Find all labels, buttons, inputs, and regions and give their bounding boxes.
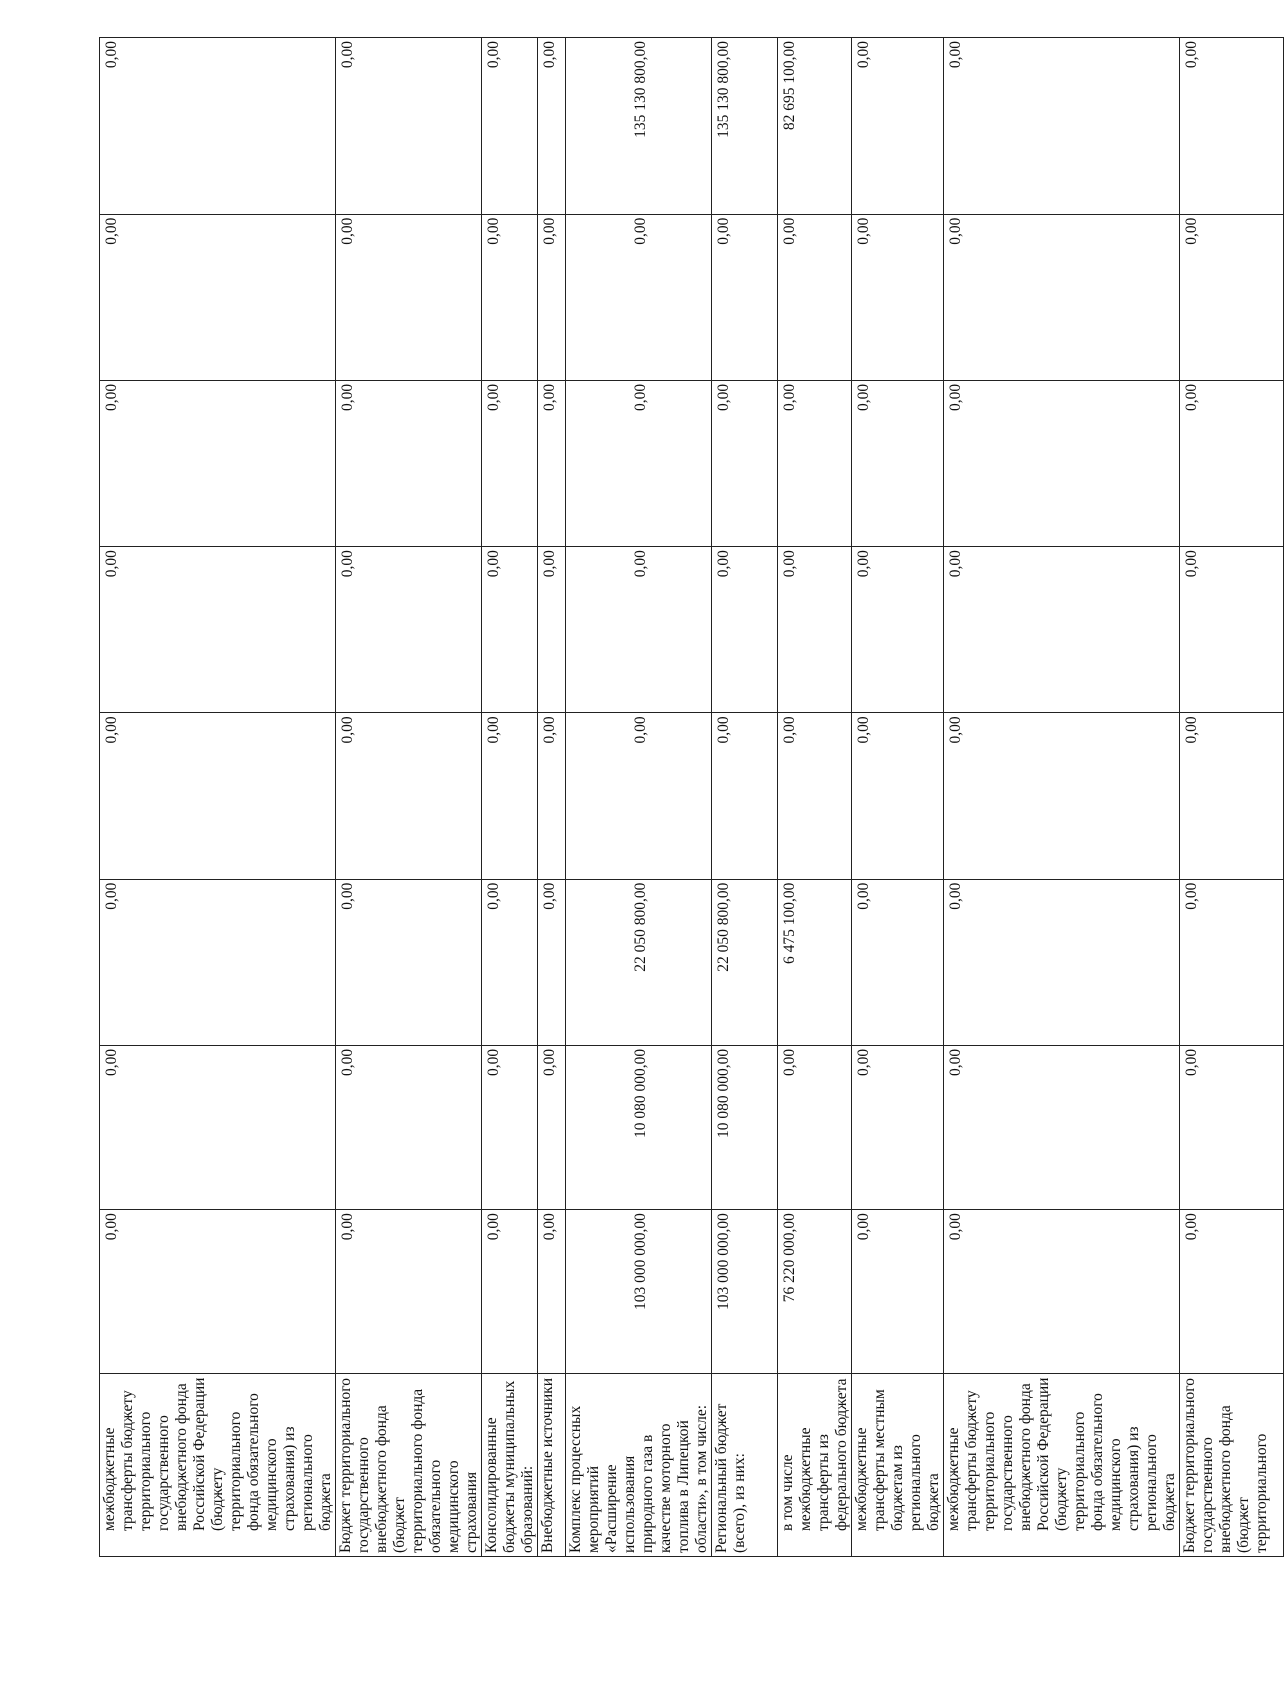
value-text: 0,00 [339,1048,356,1077]
row-label [712,1374,778,1557]
value-cell [482,1045,538,1209]
value-text: 103 000 000,00 [715,1213,732,1310]
value-text: 0,00 [632,217,649,245]
value-text: 0,00 [541,383,558,411]
table-row [712,38,778,1557]
value-cell [1180,713,1284,879]
value-cell [538,214,566,380]
value-text: 0,00 [855,882,872,910]
row-label [852,1374,944,1557]
value-cell [712,380,778,546]
table-row [538,38,566,1557]
value-text: 0,00 [855,217,872,245]
value-cell [566,1045,712,1209]
value-text: 0,00 [715,217,732,245]
row-label [1180,1374,1284,1557]
row-label [336,1374,482,1557]
value-cell [852,547,944,713]
row-label-text: Консолидированные бюджеты муниципальных образований: [483,1380,536,1553]
value-cell [566,380,712,546]
value-cell [538,1045,566,1209]
value-text: 0,00 [485,41,502,69]
table-row [100,38,336,1557]
value-text: 0,00 [632,716,649,744]
value-text: 0,00 [855,1048,872,1077]
value-text: 0,00 [1183,41,1200,69]
table-row [778,38,852,1557]
value-cell [852,713,944,879]
row-label-text: Комплекс процессных мероприятий «Расширение использования природного газа в качестве моторного топлива в Липецкой области», в том числе: [567,1404,710,1553]
value-text: 0,00 [947,1213,964,1241]
value-cell [482,380,538,546]
value-text: 0,00 [1183,217,1200,245]
value-text: 0,00 [1183,1213,1200,1241]
value-cell [712,214,778,380]
value-cell [566,1210,712,1374]
value-text: 0,00 [781,217,798,245]
row-label [778,1374,852,1557]
value-text: 0,00 [541,550,558,578]
value-cell [944,1210,1180,1374]
value-text: 0,00 [1183,550,1200,578]
value-cell [712,713,778,879]
value-text: 22 050 800,00 [715,882,732,972]
row-label-text: межбюджетные трансферты местным бюджетам из регионального бюджета [853,1389,942,1531]
value-text: 0,00 [339,550,356,578]
value-text: 0,00 [541,882,558,910]
value-cell [538,380,566,546]
value-text: 0,00 [781,383,798,411]
value-cell [100,1210,336,1374]
value-cell [712,547,778,713]
value-text: 0,00 [715,716,732,744]
value-cell [778,879,852,1045]
value-text: 0,00 [1183,716,1200,744]
rotated-table-wrapper [99,37,1270,1557]
value-text: 0,00 [947,716,964,744]
table-row [566,38,712,1557]
value-text: 0,00 [781,550,798,578]
row-label-text: Внебюджетные источники [539,1377,556,1553]
value-cell [482,38,538,215]
value-cell [482,1210,538,1374]
value-text: 0,00 [947,217,964,245]
value-text: 103 000 000,00 [632,1213,649,1310]
value-text: 135 130 800,00 [715,41,732,138]
value-cell [100,214,336,380]
value-cell [852,214,944,380]
value-cell [566,547,712,713]
value-text: 0,00 [339,41,356,69]
value-cell [336,38,482,215]
value-cell [778,547,852,713]
value-text: 0,00 [541,1048,558,1077]
value-text: 0,00 [103,41,120,69]
value-cell [336,547,482,713]
value-text: 0,00 [339,1213,356,1241]
value-cell [778,1210,852,1374]
row-label-text: в том числе межбюджетные трансферты из федерального бюджета [779,1378,850,1531]
value-text: 0,00 [103,217,120,245]
value-text: 0,00 [947,41,964,69]
row-label [482,1374,538,1557]
value-text: 0,00 [103,550,120,578]
value-cell [100,1045,336,1209]
value-text: 0,00 [541,41,558,69]
value-text: 0,00 [103,1048,120,1077]
value-text: 0,00 [485,1048,502,1077]
value-cell [100,38,336,215]
value-text: 6 475 100,00 [781,882,798,965]
value-text: 0,00 [947,882,964,910]
value-text: 0,00 [632,383,649,411]
value-cell [944,879,1180,1045]
value-text: 0,00 [541,716,558,744]
value-cell [712,1210,778,1374]
value-cell [1180,1210,1284,1374]
value-cell [336,214,482,380]
value-cell [778,713,852,879]
value-cell [712,1045,778,1209]
value-text: 0,00 [541,1213,558,1241]
value-cell [566,214,712,380]
value-cell [712,879,778,1045]
value-cell [1180,547,1284,713]
row-label-text: межбюджетные трансферты бюджету территориального государственного внебюджетного фонда Российской Федерации (бюджету территориального фонда обязательного медицинского страхования) из регионального бюджета [945,1377,1178,1531]
value-cell [778,380,852,546]
value-text: 0,00 [947,550,964,578]
value-cell [852,380,944,546]
value-text: 0,00 [339,716,356,744]
value-cell [336,1210,482,1374]
value-text: 0,00 [855,41,872,69]
value-cell [778,38,852,215]
row-label [100,1374,336,1557]
value-cell [944,713,1180,879]
value-cell [1180,214,1284,380]
value-text: 76 220 000,00 [781,1213,798,1303]
value-text: 0,00 [855,383,872,411]
value-cell [1180,380,1284,546]
value-text: 22 050 800,00 [632,882,649,972]
value-cell [100,380,336,546]
value-cell [712,38,778,215]
value-cell [100,547,336,713]
value-text: 0,00 [339,217,356,245]
value-text: 82 695 100,00 [781,41,798,131]
value-text: 0,00 [855,550,872,578]
value-cell [944,380,1180,546]
value-cell [944,214,1180,380]
value-cell [778,1045,852,1209]
value-text: 0,00 [1183,882,1200,910]
value-cell [852,879,944,1045]
value-cell [100,879,336,1045]
value-cell [538,713,566,879]
value-text: 0,00 [715,550,732,578]
value-text: 10 080 000,00 [632,1048,649,1139]
value-cell [336,1045,482,1209]
value-text: 0,00 [485,383,502,411]
table-row [944,38,1180,1557]
value-cell [336,380,482,546]
value-text: 0,00 [947,383,964,411]
value-cell [1180,879,1284,1045]
table-row [1180,38,1284,1557]
table-row [852,38,944,1557]
value-cell [566,713,712,879]
value-text: 0,00 [103,1213,120,1241]
budget-table [99,37,1284,1557]
value-text: 0,00 [781,1048,798,1077]
value-text: 0,00 [485,550,502,578]
value-text: 0,00 [855,716,872,744]
row-label [944,1374,1180,1557]
row-label-text: Региональный бюджет (всего), из них: [713,1403,748,1553]
value-cell [538,879,566,1045]
value-cell [566,879,712,1045]
value-text: 135 130 800,00 [632,41,649,138]
row-label [538,1374,566,1557]
value-cell [538,547,566,713]
value-text: 0,00 [541,217,558,245]
value-cell [944,547,1180,713]
value-cell [100,713,336,879]
row-label-text: Бюджет территориального государственного внебюджетного фонда (бюджет территориального [1181,1377,1270,1553]
value-text: 0,00 [855,1213,872,1241]
row-label-text: Бюджет территориального государственного внебюджетного фонда (бюджет территориального фонда обязательного медицинского страхования [337,1377,480,1553]
value-text: 0,00 [103,716,120,744]
value-cell [1180,1045,1284,1209]
table-row [482,38,538,1557]
value-cell [482,214,538,380]
row-label-text: межбюджетные трансферты бюджету территориального государственного внебюджетного фонда Российской Федерации (бюджету территориального фонда обязательного медицинского страхования) из регионального бюджета [101,1377,334,1531]
value-cell [566,38,712,215]
row-label [566,1374,712,1557]
value-text: 0,00 [1183,383,1200,411]
value-text: 0,00 [781,716,798,744]
value-text: 0,00 [947,1048,964,1077]
value-cell [336,879,482,1045]
value-cell [778,214,852,380]
value-cell [482,713,538,879]
table-row [336,38,482,1557]
value-cell [852,1210,944,1374]
value-cell [852,38,944,215]
value-text: 0,00 [339,882,356,910]
value-text: 10 080 000,00 [715,1048,732,1139]
value-text: 0,00 [339,383,356,411]
value-text: 0,00 [485,882,502,910]
value-text: 0,00 [103,882,120,910]
value-cell [538,38,566,215]
value-cell [538,1210,566,1374]
value-text: 0,00 [632,550,649,578]
value-text: 0,00 [485,217,502,245]
value-text: 0,00 [103,383,120,411]
value-cell [944,38,1180,215]
value-text: 0,00 [1183,1048,1200,1077]
value-cell [852,1045,944,1209]
value-text: 0,00 [485,716,502,744]
value-cell [944,1045,1180,1209]
value-cell [482,547,538,713]
value-cell [336,713,482,879]
value-text: 0,00 [485,1213,502,1241]
value-text: 0,00 [715,383,732,411]
value-cell [1180,38,1284,215]
value-cell [482,879,538,1045]
